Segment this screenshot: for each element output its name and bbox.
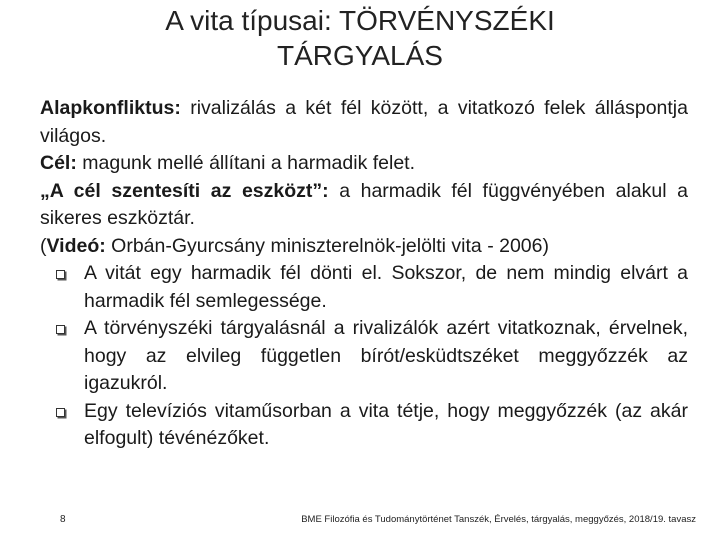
checkbox-bullet-icon [56,325,65,334]
video-label: Videó: [46,234,106,257]
slide-body [40,95,688,453]
slide-footer-text: BME Filozófia és Tudománytörténet Tanszék, Érvelés, tárgyalás, meggyőzés, 2018/19. tavasz [301,514,696,525]
list-item [84,398,688,453]
bullet-list [84,260,688,453]
goal-label: Cél: [40,152,77,174]
bullet-text: Egy televíziós vitaműsorban a vita tétje, hogy meggyőzzék (az akár elfogult) tévénézőket. [84,399,688,449]
slide-title-line-2: TÁRGYALÁS [277,40,443,71]
ends-justify-means-text: a harmadik fél függvényében alakul a sikeres eszköztár. [40,179,689,229]
core-conflict-label: Alapkonfliktus: [40,97,181,119]
paragraph-ends-justify-means [40,178,688,233]
slide-title-line-1: A vita típusai: TÖRVÉNYSZÉKI [165,5,555,36]
paragraph-goal [40,150,688,178]
bullet-text: A vitát egy harmadik fél dönti el. Sokszor, de nem mindig elvárt a harmadik fél semlegessége. [84,262,688,312]
checkbox-bullet-icon [56,270,65,279]
paragraph-video [40,233,688,261]
bullet-text: A törvényszéki tárgyalásnál a rivalizálók azért vitatkoznak, érvelnek, hogy az elvileg független bírót/esküdtszéket meggyőzzék az igazukról. [84,317,688,394]
video-open-paren: ( [40,234,47,257]
slide-page-number: 8 [60,514,66,525]
slide-title [0,3,720,73]
video-text: Orbán-Gyurcsány miniszterelnök-jelölti vita - 2006) [105,234,549,257]
paragraph-core-conflict [40,95,688,150]
list-item [84,260,688,315]
goal-text: magunk mellé állítani a harmadik felet. [76,152,416,174]
core-conflict-text: rivalizálás a két fél között, a vitatkozó felek álláspontja világos. [40,97,688,147]
ends-justify-means-label: „A cél szentesíti az eszközt”: [40,179,329,202]
checkbox-bullet-icon [56,408,65,417]
list-item [84,315,688,398]
